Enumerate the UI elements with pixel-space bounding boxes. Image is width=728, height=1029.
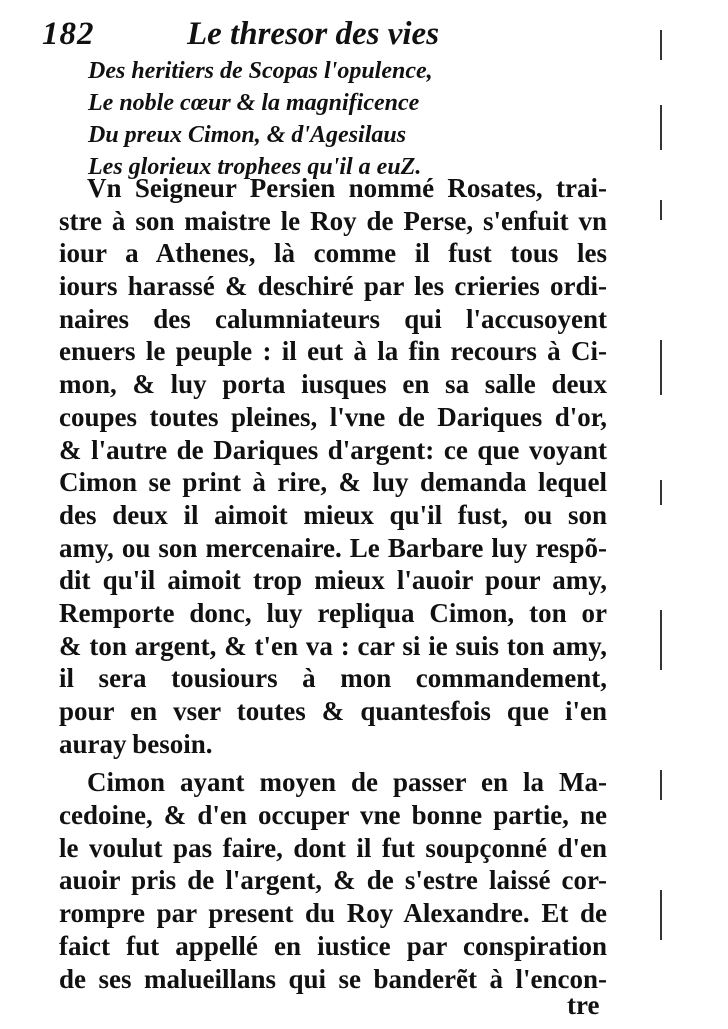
paragraph-line: stre à son maistre le Roy de Perse, s'enfuit vn <box>59 205 607 236</box>
prose-body <box>59 172 607 995</box>
paragraph-line: de ses malueillans qui se banderẽt à l'encon- <box>59 963 607 994</box>
paragraph-line: auray besoin. <box>59 728 213 759</box>
paragraph-line: iour a Athenes, là comme il fust tous les <box>59 238 607 269</box>
edge-mark <box>660 340 662 395</box>
paragraph-line: iours harassé & deschiré par les crieries ordi- <box>59 271 607 302</box>
paragraph-line: Remporte donc, luy repliqua Cimon, ton or <box>59 597 607 628</box>
paragraph-line: enuers le peuple : il eut à la fin recours à Ci- <box>59 336 607 367</box>
running-title: Le thresor des vies <box>187 16 440 52</box>
paragraph-line: coupes toutes pleines, l'vne de Dariques d'or, <box>59 401 607 432</box>
paragraph-line: Cimon se print à rire, & luy demanda lequel <box>59 467 607 498</box>
paragraph-line: dit qu'il aimoit trop mieux l'auoir pour amy, <box>59 565 607 596</box>
verse-line: Des heritiers de Scopas l'opulence, <box>88 58 433 84</box>
paragraph-line: & ton argent, & t'en va : car si ie suis ton amy, <box>59 630 607 661</box>
edge-mark <box>660 105 662 150</box>
paragraph-line: le voulut pas faire, dont il fut soupçonné d'en <box>59 832 607 863</box>
edge-mark <box>660 610 662 670</box>
paragraph-line: & l'autre de Dariques d'argent: ce que voyant <box>59 434 607 465</box>
paragraph-line: des deux il aimoit mieux qu'il fust, ou son <box>59 499 607 530</box>
paragraph-line: mon, & luy porta iusques en sa salle deux <box>59 369 607 400</box>
paragraph-line: amy, ou son mercenaire. Le Barbare luy respõ- <box>59 532 607 563</box>
page-number: 182 <box>42 16 95 52</box>
edge-mark <box>660 890 662 940</box>
paragraph-line: cedoine, & d'en occuper vne bonne partie, ne <box>59 800 607 831</box>
verse-block <box>88 55 508 183</box>
verse-line: Les glorieux trophees qu'il a euZ. <box>88 154 422 180</box>
paragraph-line: faict fut appellé en iustice par conspiration <box>59 930 607 961</box>
paragraph-line: Vn Seigneur Persien nommé Rosates, trai- <box>87 173 607 203</box>
catchword: tre <box>567 990 600 1020</box>
page-header <box>42 16 642 56</box>
edge-mark <box>660 480 662 505</box>
verse-line: Le noble cœur & la magnificence <box>88 90 420 116</box>
edge-mark <box>660 30 662 60</box>
paragraph-line: pour en vser toutes & quantesfois que i'en <box>59 696 607 726</box>
edge-mark <box>660 200 662 220</box>
verse-line: Du preux Cimon, & d'Agesilaus <box>88 122 407 148</box>
paragraph-line: auoir pris de l'argent, & de s'estre laissé cor- <box>59 865 607 896</box>
paragraph-line: naires des calumniateurs qui l'accusoyent <box>59 303 607 334</box>
paragraph-line: Cimon ayant moyen de passer en la Ma- <box>87 767 607 798</box>
paragraph-line: rompre par present du Roy Alexandre. Et de <box>59 898 607 929</box>
page-edge-bleed <box>660 10 668 1010</box>
edge-mark <box>660 770 662 800</box>
paragraph-line: il sera tousiours à mon commandement, <box>59 663 607 694</box>
